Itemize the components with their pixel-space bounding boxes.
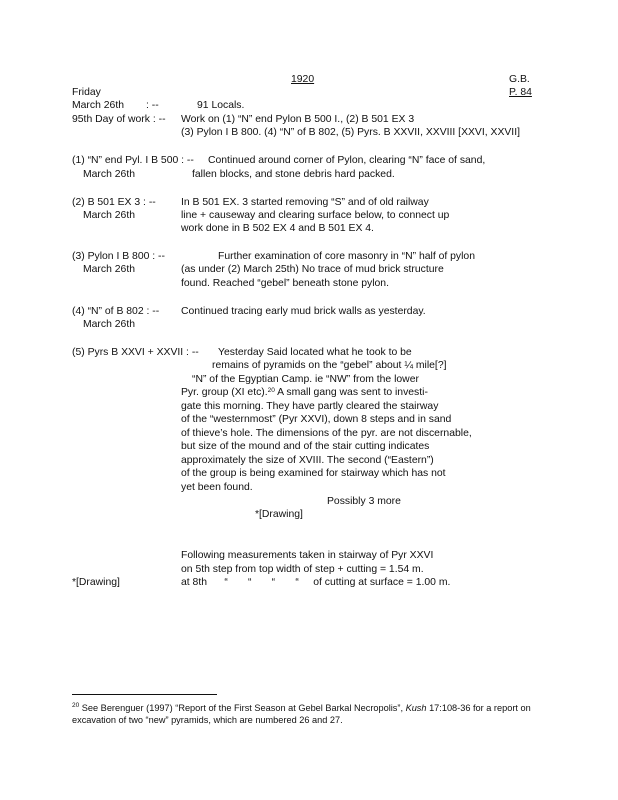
footnote [72,702,552,726]
page-reference: P. 84 [509,87,532,98]
entry-3-line: found. Reached “gebel” beneath stone pylon. [181,278,389,289]
entry-4-date: March 26th [83,319,135,330]
work-summary-line-2: (3) Pylon I B 800. (4) “N” of B 802, (5) Pyrs. B XXVII, XXVIII [XXVI, XXVII] [181,127,520,138]
footnote-number: 20 [72,702,80,709]
entry-1-label: (1) “N” end Pyl. I B 500 : -- [72,155,194,166]
measurement-line-2: on 5th step from top width of step + cutting = 1.54 m. [181,564,424,575]
entry-5-line: of the group is being examined for stairway which has not [181,468,446,479]
work-summary-line-1: Work on (1) “N” end Pylon B 500 I., (2) B 501 EX 3 [181,114,415,125]
entry-4-label: (4) “N” of B 802 : -- [72,306,160,317]
entry-1-line: Continued around corner of Pylon, clearing “N” face of sand, [208,155,486,166]
entry-date: March 26th [72,100,124,111]
entry-5-line-tail: A small gang was sent to investi- [274,387,428,398]
entry-5-line: approximately the size of XVIII. The second (“Eastern”) [181,455,434,466]
entry-5-line: of the “westernmost” (Pyr XXVI), down 8 steps and in sand [181,414,452,425]
entry-1-date: March 26th [83,169,135,180]
entry-5-line: “N” of the Egyptian Camp. ie “NW” from the lower [192,374,419,385]
drawing-placeholder: *[Drawing] [255,509,303,520]
measurement-line-1: Following measurements taken in stairway of Pyr XXVI [181,550,434,561]
locals-count: 91 Locals. [197,100,245,111]
footnote-text-b: 17:108-36 for a report on excavation of two “new” pyramids, which are numbered 26 and 27. [72,703,531,725]
entry-3-date: March 26th [83,264,135,275]
entry-5-line: of thieve’s hole. The dimensions of the pyr. are not discernable, [181,428,472,439]
entry-2-label: (2) B 501 EX 3 : -- [72,197,156,208]
footnote-text-a: See Berenguer (1997) “Report of the First Season at Gebel Barkal Necropolis”, [79,703,406,713]
entry-5-line: Pyr. group (XI etc). [181,387,268,398]
entry-5-line-with-note [181,386,428,399]
footnote-divider [72,694,217,695]
entry-3-line: Further examination of core masonry in “N” half of pylon [218,251,475,262]
entry-5-line: yet been found. [181,482,253,493]
weekday: Friday [72,87,101,98]
page-year: 1920 [291,74,315,85]
entry-2-line: line + causeway and clearing surface below, to connect up [181,210,450,221]
measurement-line-3: at 8th “ “ “ “ of cutting at surface = 1.00 m. [181,577,451,588]
footnote-journal: Kush [405,703,427,713]
entry-2-line: work done in B 502 EX 4 and B 501 EX 4. [181,223,374,234]
entry-3-line: (as under (2) March 25th) No trace of mud brick structure [181,264,444,275]
entry-5-label: (5) Pyrs B XXVI + XXVII : -- [72,347,199,358]
footnote-marker: 20 [267,387,275,394]
possibly-more-note: Possibly 3 more [327,496,401,507]
entry-2-date: March 26th [83,210,135,221]
entry-2-line: In B 501 EX. 3 started removing “S” and of old railway [181,197,429,208]
entry-3-label: (3) Pylon I B 800 : -- [72,251,165,262]
entry-5-line: Yesterday Said located what he took to be [218,347,412,358]
drawing-placeholder-left: *[Drawing] [72,577,120,588]
entry-date-separator: : -- [146,100,159,111]
work-day-label: 95th Day of work : -- [72,114,166,125]
entry-5-line: remains of pyramids on the “gebel” about ¼ mile[?] [212,360,447,371]
entry-1-line: fallen blocks, and stone debris hard packed. [192,169,395,180]
entry-5-line: gate this morning. They have partly cleared the stairway [181,401,439,412]
author-initials: G.B. [509,74,530,85]
entry-5-line: but size of the mound and of the stair cutting indicates [181,441,430,452]
entry-4-line: Continued tracing early mud brick walls as yesterday. [181,306,426,317]
